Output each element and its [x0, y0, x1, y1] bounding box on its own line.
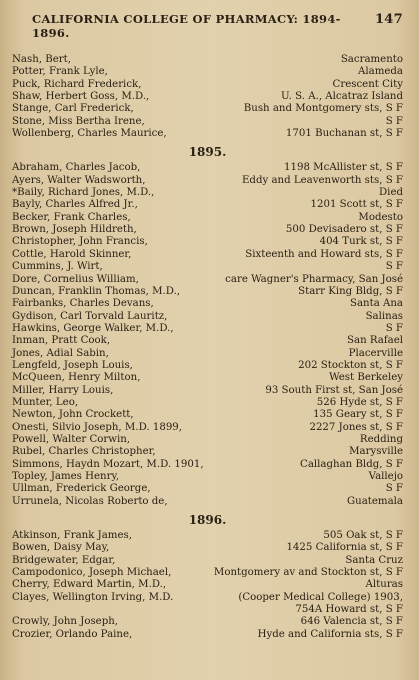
graduate-name: Campodonico, Joseph Michael,	[12, 567, 172, 579]
list-item	[12, 604, 403, 616]
graduate-name: Miller, Harry Louis,	[12, 384, 114, 396]
graduate-name: Bayly, Charles Alfred Jr.,	[12, 199, 138, 211]
graduate-address: Callaghan Bldg, S F	[300, 458, 403, 470]
graduate-address: Alameda	[358, 66, 403, 78]
alumni-list	[12, 54, 403, 641]
list-item	[12, 348, 403, 360]
graduate-address: Bush and Montgomery sts, S F	[243, 103, 403, 115]
graduate-address: Salinas	[365, 310, 403, 322]
list-item	[12, 360, 403, 372]
list-item	[12, 311, 403, 323]
graduate-name: Stone, Miss Bertha Irene,	[12, 115, 145, 127]
list-item	[12, 579, 403, 591]
graduate-name: Inman, Pratt Cook,	[12, 335, 111, 347]
list-item	[12, 162, 403, 174]
list-item	[12, 555, 403, 567]
graduate-name: Cherry, Edward Martin, M.D.,	[12, 579, 167, 591]
list-item	[12, 274, 403, 286]
graduate-name: McQueen, Henry Milton,	[12, 372, 141, 384]
list-item	[12, 542, 403, 554]
graduate-name: Munter, Leo,	[12, 396, 79, 408]
graduate-address: Sacramento	[340, 54, 403, 65]
graduate-name: Jones, Adial Sabin,	[12, 347, 109, 359]
graduate-name: Onesti, Silvio Joseph, M.D. 1899,	[12, 421, 183, 433]
class-section	[12, 145, 403, 508]
graduate-address: 404 Turk st, S F	[319, 236, 403, 248]
graduate-name: Newton, John Crockett,	[12, 409, 134, 421]
graduate-address: 1201 Scott st, S F	[310, 199, 403, 211]
graduate-address: Alturas	[365, 579, 403, 591]
graduate-address: Placerville	[348, 347, 403, 359]
list-item	[12, 249, 403, 261]
graduate-name: Dore, Cornelius William,	[12, 273, 139, 285]
graduate-address: S F	[385, 483, 403, 495]
list-item	[12, 66, 403, 78]
graduate-name: Ayers, Walter Wadsworth,	[12, 174, 146, 186]
graduate-name: Lengfeld, Joseph Louis,	[12, 359, 133, 371]
graduate-name: Bridgewater, Edgar,	[12, 554, 116, 566]
list-item	[12, 459, 403, 471]
graduate-name: *Baily, Richard Jones, M.D.,	[12, 187, 155, 199]
list-item	[12, 103, 403, 115]
graduate-address: Died	[379, 187, 403, 199]
list-item	[12, 629, 403, 641]
list-item	[12, 409, 403, 421]
graduate-address: 1425 California st, S F	[286, 542, 403, 554]
graduate-address: 2227 Jones st, S F	[309, 421, 403, 433]
page-header-title: CALIFORNIA COLLEGE OF PHARMACY: 1894-1896.	[32, 12, 341, 40]
graduate-name: Crowly, John Joseph,	[12, 616, 119, 628]
class-section	[12, 513, 403, 641]
list-item	[12, 261, 403, 273]
class-year-heading: 1896.	[188, 513, 227, 528]
list-item	[12, 471, 403, 483]
graduate-address: S F	[385, 261, 403, 273]
graduate-address: 1701 Buchanan st, S F	[285, 128, 403, 140]
graduate-address: Sixteenth and Howard sts, S F	[245, 248, 403, 260]
class-section	[12, 54, 403, 140]
graduate-name: Cummins, J. Wirt,	[12, 261, 103, 273]
graduate-name: Duncan, Franklin Thomas, M.D.,	[12, 285, 181, 297]
graduate-name: Gydison, Carl Torvald Lauritz,	[12, 310, 168, 322]
graduate-name: Crozier, Orlando Paine,	[12, 628, 133, 640]
graduate-name: Atkinson, Frank James,	[12, 530, 132, 542]
list-item	[12, 483, 403, 495]
page-number: 147	[374, 12, 403, 27]
list-item	[12, 496, 403, 508]
graduate-address: Eddy and Leavenworth sts, S F	[241, 174, 403, 186]
graduate-name: Bowen, Daisy May,	[12, 542, 110, 554]
list-item	[12, 54, 403, 66]
graduate-address: (Cooper Medical College) 1903,	[238, 591, 403, 603]
graduate-name: Clayes, Wellington Irving, M.D.	[12, 591, 174, 603]
graduate-address: Modesto	[358, 211, 403, 223]
list-item	[12, 224, 403, 236]
graduate-address: West Berkeley	[329, 372, 403, 384]
graduate-address: 646 Valencia st, S F	[300, 616, 403, 628]
class-year-heading: 1895.	[188, 145, 227, 160]
list-item	[12, 567, 403, 579]
graduate-name: Fairbanks, Charles Devans,	[12, 298, 154, 310]
list-item	[12, 128, 403, 140]
list-item	[12, 175, 403, 187]
list-item	[12, 372, 403, 384]
graduate-address: Guatemala	[347, 495, 403, 507]
list-item	[12, 298, 403, 310]
graduate-address: 93 South First st, San José	[265, 384, 403, 396]
graduate-name: Simmons, Haydn Mozart, M.D. 1901,	[12, 458, 204, 470]
graduate-address: 135 Geary st, S F	[313, 409, 403, 421]
list-item	[12, 592, 403, 604]
graduate-name: Abraham, Charles Jacob,	[12, 162, 141, 174]
list-item	[12, 199, 403, 211]
list-item	[12, 422, 403, 434]
list-item	[12, 187, 403, 199]
graduate-address: Santa Cruz	[345, 554, 403, 566]
graduate-name: Becker, Frank Charles,	[12, 211, 131, 223]
list-item	[12, 616, 403, 628]
list-item	[12, 385, 403, 397]
list-item	[12, 91, 403, 103]
graduate-address: Marysville	[349, 446, 403, 458]
graduate-address: Santa Ana	[349, 298, 403, 310]
list-item	[12, 323, 403, 335]
graduate-name: Rubel, Charles Christopher,	[12, 446, 156, 458]
list-item	[12, 79, 403, 91]
graduate-address: Montgomery av and Stockton st, S F	[213, 567, 403, 579]
graduate-name: Potter, Frank Lyle,	[12, 66, 108, 78]
running-head	[12, 12, 403, 40]
list-item	[12, 236, 403, 248]
list-item	[12, 335, 403, 347]
graduate-name: Shaw, Herbert Goss, M.D.,	[12, 91, 150, 103]
graduate-name: Puck, Richard Frederick,	[12, 78, 142, 90]
list-item	[12, 446, 403, 458]
graduate-address: Vallejo	[368, 471, 403, 482]
graduate-name: Wollenberg, Charles Maurice,	[12, 128, 167, 140]
list-item	[12, 530, 403, 542]
graduate-address: Redding	[359, 433, 403, 445]
graduate-name: Brown, Joseph Hildreth,	[12, 224, 137, 236]
graduate-name: Christopher, John Francis,	[12, 236, 148, 248]
graduate-address: S F	[385, 322, 403, 334]
list-item	[12, 116, 403, 128]
graduate-address: 500 Devisadero st, S F	[285, 224, 403, 236]
graduate-address: Crescent City	[332, 78, 403, 90]
graduate-address: S F	[385, 115, 403, 127]
graduate-address: San Rafael	[347, 335, 403, 347]
graduate-address: 754A Howard st, S F	[295, 604, 403, 616]
graduate-address: U. S. A., Alcatraz Island	[281, 91, 403, 103]
graduate-name: Nash, Bert,	[12, 54, 71, 65]
graduate-address: 1198 McAllister st, S F	[284, 162, 403, 174]
graduate-address: Starr King Bldg, S F	[298, 285, 403, 297]
graduate-address: Hyde and California sts, S F	[257, 628, 403, 640]
graduate-name: Urrunela, Nicolas Roberto de,	[12, 495, 168, 507]
graduate-name: Cottle, Harold Skinner,	[12, 248, 132, 260]
list-item	[12, 434, 403, 446]
graduate-address: 505 Oak st, S F	[323, 530, 403, 542]
list-item	[12, 397, 403, 409]
graduate-name: Ullman, Frederick George,	[12, 483, 151, 495]
graduate-name: Stange, Carl Frederick,	[12, 103, 134, 115]
graduate-address: 202 Stockton st, S F	[298, 359, 403, 371]
list-item	[12, 286, 403, 298]
graduate-name: Hawkins, George Walker, M.D.,	[12, 322, 174, 334]
graduate-name: Topley, James Henry,	[12, 471, 120, 482]
graduate-name: Powell, Walter Corwin,	[12, 433, 131, 445]
graduate-address: 526 Hyde st, S F	[316, 396, 403, 408]
list-item	[12, 212, 403, 224]
graduate-address: care Wagner's Pharmacy, San José	[225, 273, 403, 285]
